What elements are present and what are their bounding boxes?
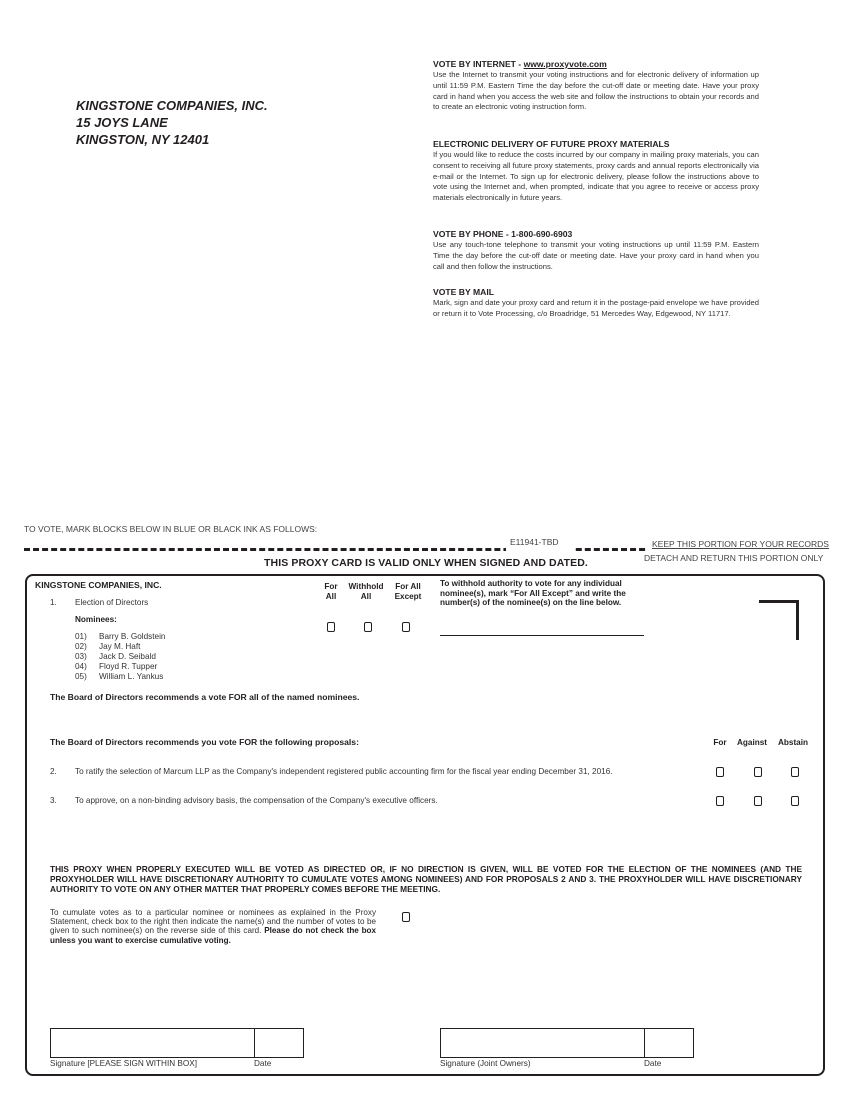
col-for-header: For [713,738,727,747]
date-box[interactable] [254,1028,304,1058]
vote-by-mail-heading: VOTE BY MAIL [433,287,494,297]
cumulative-voting-instructions: To cumulate votes as to a particular nominee or nominees as explained in the Proxy Statement, check box to the right then indicate the name(s) and the number of votes to be given to such nominee(s) on the reverse side of this card. Please do not check the box unless you want to exercise cumulative voting. [50,908,376,945]
vote-by-phone-section [433,229,759,272]
item1-number: 1. [50,598,57,607]
vote-by-phone-heading: VOTE BY PHONE - 1-800-690-6903 [433,229,573,239]
company-name: KINGSTONE COMPANIES, INC. [76,98,268,113]
nominee-list [75,632,165,682]
proxyvote-link[interactable]: www.proxyvote.com [523,59,607,69]
vote-by-phone-body: Use any touch-tone telephone to transmit your voting instructions up until 11:59 P.M. Eastern Time the day before the cut-off date or meeting date. Have your proxy card in hand when you call and then follow the instructions. [433,240,759,271]
vote-by-internet-body: Use the Internet to transmit your voting instructions and for electronic delivery of information up until 11:59 P.M. Eastern Time the day before the cut-off date or meeting date. Have your proxy card in hand when you access the web site and follow the instructions to obtain your records and to create an electronic voting instruction form. [433,70,759,112]
joint-date-box[interactable] [644,1028,694,1058]
for-all-except-checkbox[interactable] [402,622,410,632]
col-withhold-all-header: Withhold All [348,582,384,601]
joint-signature-label: Signature (Joint Owners) [440,1059,531,1068]
date-label: Date [254,1059,272,1068]
proxy-legal-statement: THIS PROXY WHEN PROPERLY EXECUTED WILL BE VOTED AS DIRECTED OR, IF NO DIRECTION IS GIVEN, WILL BE VOTED FOR THE ELECTION OF THE NOMINEES (AND THE PROXYHOLDER WILL HAVE DISCRETIONARY AUTHORITY TO CUMULATE VOTES AMONG NOMINEES) AND FOR PROPOSALS 2 AND 3. THE PROXYHOLDER WILL HAVE DISCRETIONARY AUTHORITY TO VOTE ON ANY OTHER MATTER THAT PROPERLY COMES BEFORE THE MEETING. [50,864,802,894]
proposal-2-for-checkbox[interactable] [716,767,724,777]
nominee-exception-line[interactable] [440,635,644,636]
detach-portion-label: DETACH AND RETURN THIS PORTION ONLY [644,553,824,563]
signature-box[interactable] [50,1028,255,1058]
proposal-2-abstain-checkbox[interactable] [791,767,799,777]
card-company-name: KINGSTONE COMPANIES, INC. [35,580,162,590]
board-recommendation-proposals: The Board of Directors recommends you vote FOR the following proposals: [50,737,359,747]
company-city: KINGSTON, NY 12401 [76,132,210,147]
nominee-item: 05) William L. Yankus [75,672,164,681]
for-all-checkbox[interactable] [327,622,335,632]
company-address [76,97,268,148]
company-street: 15 JOYS LANE [76,115,168,130]
withhold-instructions: To withhold authority to vote for any individual nominee(s), mark “For All Except” and write the number(s) of the nominee(s) on the line below. [440,579,626,607]
joint-signature-box[interactable] [440,1028,645,1058]
nominee-item: 03) Jack D. Seibald [75,652,156,661]
proposal-3-number: 3. [50,796,57,805]
vote-by-mail-section [433,287,759,320]
nominee-item: 01) Barry B. Goldstein [75,632,166,641]
col-for-all-except-header: For All Except [394,582,422,601]
keep-portion-label: KEEP THIS PORTION FOR YOUR RECORDS [652,539,829,549]
mark-instructions: TO VOTE, MARK BLOCKS BELOW IN BLUE OR BLACK INK AS FOLLOWS: [24,524,318,534]
vote-by-internet-section [433,59,759,113]
electronic-delivery-section [433,139,759,204]
item1-label: Election of Directors [75,598,149,607]
proposal-3-text: To approve, on a non-binding advisory basis, the compensation of the Company's executive officers. [75,796,438,805]
electronic-delivery-body: If you would like to reduce the costs incurred by our company in mailing proxy materials, you can consent to receiving all future proxy statements, proxy cards and annual reports electronically via e-mail or the Internet. To sign up for electronic delivery, please follow the instructions above to vote using the Internet and, when prompted, indicate that you agree to receive or access proxy materials electronically in future years. [433,150,759,203]
vote-by-internet-heading: VOTE BY INTERNET - www.proxyvote.com [433,59,607,69]
control-code: E11941-TBD [510,537,559,547]
nominees-heading: Nominees: [75,615,117,624]
proposal-2-number: 2. [50,767,57,776]
withhold-all-checkbox[interactable] [364,622,372,632]
vote-by-mail-body: Mark, sign and date your proxy card and return it in the postage-paid envelope we have provided or return it to Vote Processing, c/o Broadridge, 51 Mercedes Way, Edgewood, NY 11717. [433,298,759,318]
signature-label: Signature [PLEASE SIGN WITHIN BOX] [50,1059,197,1068]
col-abstain-header: Abstain [777,738,809,747]
electronic-delivery-heading: ELECTRONIC DELIVERY OF FUTURE PROXY MATERIALS [433,139,670,149]
nominee-item: 02) Jay M. Haft [75,642,141,651]
proposal-3-for-checkbox[interactable] [716,796,724,806]
valid-notice: THIS PROXY CARD IS VALID ONLY WHEN SIGNED AND DATED. [264,557,588,569]
joint-date-label: Date [644,1059,662,1068]
col-against-header: Against [736,738,768,747]
proposal-2-against-checkbox[interactable] [754,767,762,777]
proposal-3-abstain-checkbox[interactable] [791,796,799,806]
board-recommendation-nominees: The Board of Directors recommends a vote FOR all of the named nominees. [50,692,360,702]
proposal-2-text: To ratify the selection of Marcum LLP as the Company's independent registered public accounting firm for the fiscal year ending December 31, 2016. [75,767,613,776]
proposal-3-against-checkbox[interactable] [754,796,762,806]
corner-mark [759,600,799,640]
cumulative-voting-checkbox[interactable] [402,912,410,922]
nominee-item: 04) Floyd R. Tupper [75,662,158,671]
col-for-all-header: For All [324,582,338,601]
